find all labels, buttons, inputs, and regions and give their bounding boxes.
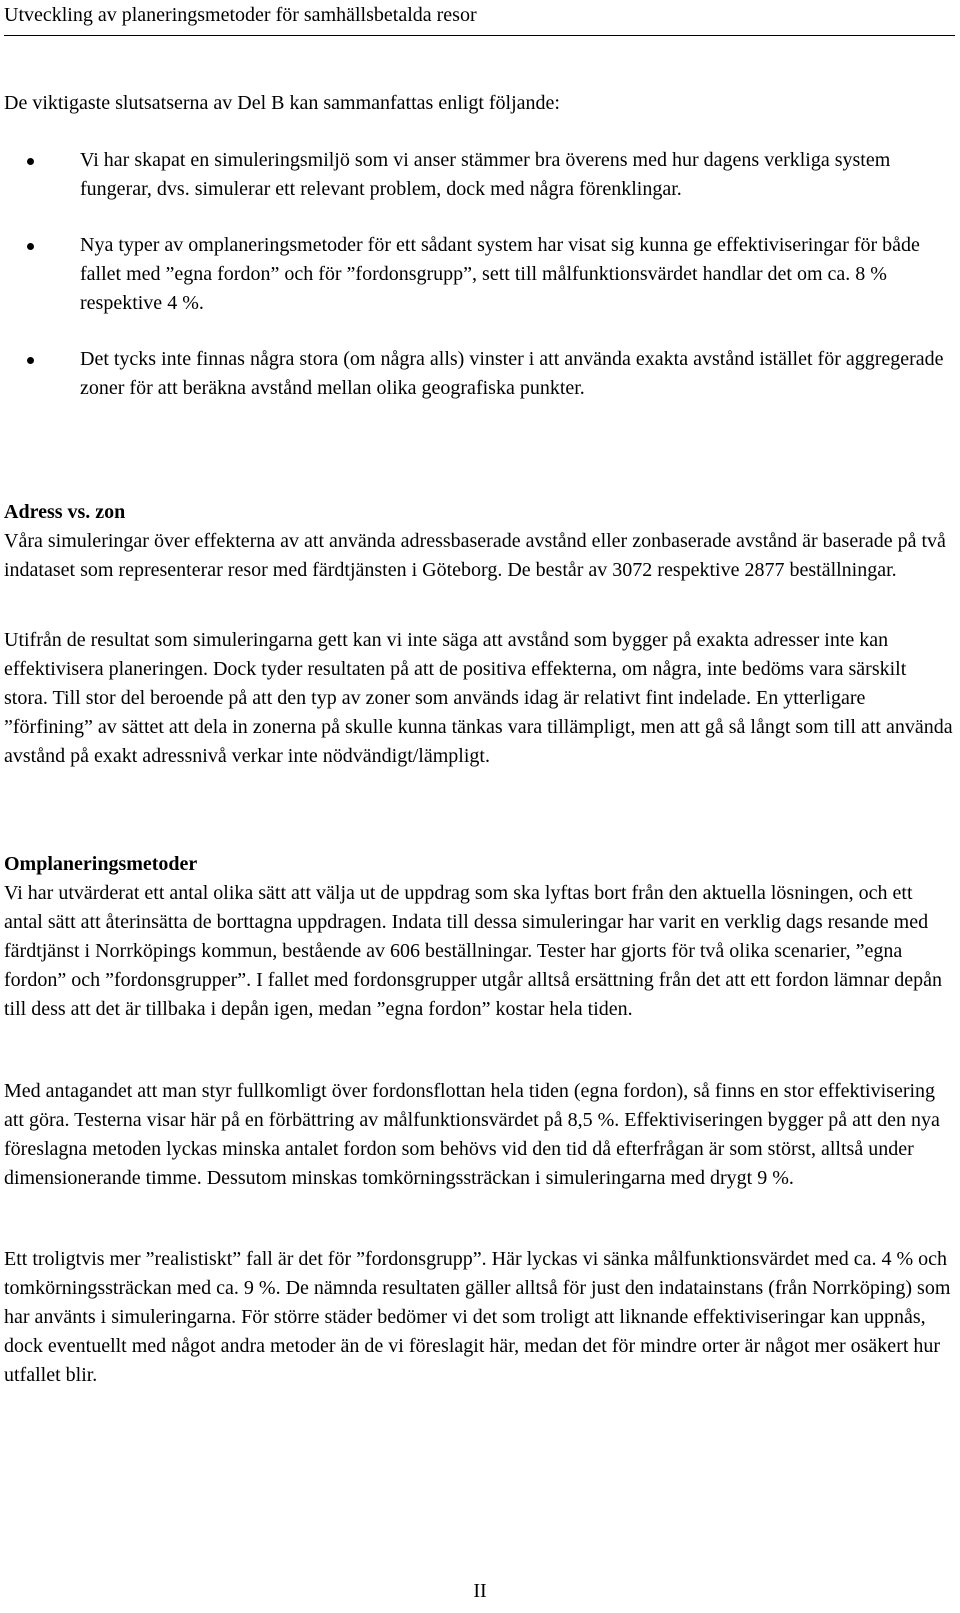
page-number: II <box>473 1580 487 1602</box>
omplanering-paragraph-1: Vi har utvärderat ett antal olika sätt att välja ut de uppdrag som ska lyftas bort från den aktuella lösningen, och ett antal sätt att återinsätta de borttagna uppdragen. Indata till dessa simuleringar har varit en verklig dags resande med färdtjänst i Norrköpings kommun, bestående av 606 beställningar. Tester har gjorts för två olika scenarier, ”egna fordon” och ”fordonsgrupper”. I fallet med fordonsgrupper utgår alltså ersättning från det att ett fordon lämnar depån till dess att det är tillbaka i depån igen, medan ”egna fordon” kostar hela tiden. <box>4 882 942 1020</box>
list-item <box>0 231 955 318</box>
section-heading-adress: Adress vs. zon <box>4 501 126 523</box>
adress-paragraph-2: Utifrån de resultat som simuleringarna gett kan vi inte säga att avstånd som bygger på exakta adresser inte kan effektivisera planeringen. Dock tyder resultaten på att de positiva effekterna, om några, inte bedöms vara särskilt stora. Till stor del beroende på att den typ av zoner som används idag är relativt fint indelade. En ytterligare ”förfining” av sättet att dela in zonerna på skulle kunna tänkas vara tillämpligt, men att gå så långt som till att använda avstånd på exakt adressnivå verkar inte nödvändigt/lämpligt. <box>4 629 953 767</box>
adress-paragraph-1: Våra simuleringar över effekterna av att använda adressbaserade avstånd eller zonbaserade avstånd är baserade på två indataset som representerar resor med färdtjänsten i Göteborg. De består av 3072 respektive 2877 beställningar. <box>4 530 946 581</box>
bullet-dot-icon <box>27 243 34 250</box>
running-header: Utveckling av planeringsmetoder för samhällsbetalda resor <box>4 4 477 26</box>
section-heading-omplanering: Omplaneringsmetoder <box>4 853 198 875</box>
list-item-text: Nya typer av omplaneringsmetoder för ett sådant system har visat sig kunna ge effektiviseringar för både fallet med ”egna fordon” och för ”fordonsgrupp”, sett till målfunktionsvärdet handlar det om ca. 8 % respektive 4 %. <box>80 234 920 314</box>
header-rule <box>4 35 955 36</box>
list-item <box>0 146 955 204</box>
list-item <box>0 345 955 403</box>
list-item-text: Det tycks inte finnas några stora (om några alls) vinster i att använda exakta avstånd istället för aggregerade zoner för att beräkna avstånd mellan olika geografiska punkter. <box>80 348 944 399</box>
intro-paragraph: De viktigaste slutsatserna av Del B kan sammanfattas enligt följande: <box>4 92 560 114</box>
list-item-text: Vi har skapat en simuleringsmiljö som vi anser stämmer bra överens med hur dagens verkliga system fungerar, dvs. simulerar ett relevant problem, dock med några förenklingar. <box>80 149 891 200</box>
bullet-dot-icon <box>27 357 34 364</box>
omplanering-paragraph-2: Med antagandet att man styr fullkomligt över fordonsflottan hela tiden (egna fordon), så finns en stor effektivisering att göra. Testerna visar här på en förbättring av målfunktionsvärdet på 8,5 %. Effektiviseringen bygger på att den nya föreslagna metoden lyckas minska antalet fordon som behövs vid den tid då efterfrågan är som störst, alltså under dimensionerande timme. Dessutom minskas tomkörningssträckan i simuleringarna med drygt 9 %. <box>4 1080 940 1189</box>
bullet-dot-icon <box>27 158 34 165</box>
omplanering-paragraph-3: Ett troligtvis mer ”realistiskt” fall är det för ”fordonsgrupp”. Här lyckas vi sänka målfunktionsvärdet med ca. 4 % och tomkörningssträckan med ca. 9 %. De nämnda resultaten gäller alltså för just den indatainstans (från Norrköping) som har använts i simuleringarna. För större städer bedömer vi det som troligt att liknande effektiviseringar kan uppnås, dock eventuellt med något andra metoder än de vi föreslagit här, medan det för mindre orter är något mer osäkert hur utfallet blir. <box>4 1248 951 1386</box>
conclusions-list <box>0 146 955 430</box>
